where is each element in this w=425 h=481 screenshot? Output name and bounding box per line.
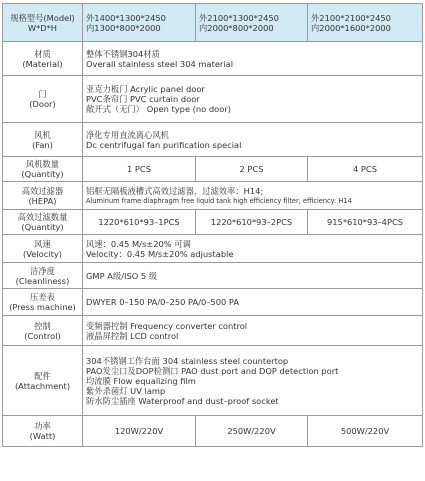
fan-qty-3: 4 PCS	[308, 157, 423, 182]
hepa-qty-row	[3, 210, 423, 235]
watt-label-cn: 功率	[34, 421, 51, 431]
model-2-inner: 内2000*800*2000	[199, 22, 274, 33]
control-label-en: (Control)	[24, 330, 61, 341]
press-label-cn: 压差表	[30, 292, 55, 302]
material-label-cell	[3, 42, 83, 76]
door-label-en: (Door)	[29, 99, 56, 109]
model-1-inner: 内1300*800*2000	[86, 22, 161, 33]
model-label: 规格型号(Model)	[10, 12, 75, 23]
model-col-2	[196, 4, 308, 42]
fan-qty-2: 2 PCS	[196, 157, 308, 182]
cleanliness-label-cell	[3, 263, 83, 289]
attachment-row	[3, 346, 423, 416]
control-option-frequency: 变频器控制 Frequency converter control	[86, 320, 248, 331]
cleanliness-label-cn: 洁净度	[30, 265, 55, 276]
hepa-qty-label-cell	[3, 210, 83, 235]
fan-label-cn: 风机	[34, 129, 51, 140]
fan-value-cn: 净化专用直流离心风机	[86, 129, 169, 140]
hepa-label-cell	[3, 182, 83, 210]
fan-label-en: (Fan)	[32, 139, 53, 150]
velocity-row	[3, 235, 423, 263]
cleanliness-row	[3, 263, 423, 289]
watt-2: 250W/220V	[196, 416, 308, 447]
model-3-inner: 内2000*1600*2000	[311, 22, 391, 33]
hepa-qty-label-en: (Quantity)	[21, 222, 64, 232]
press-label-en: (Press machine)	[9, 302, 76, 312]
header-row	[3, 4, 423, 42]
control-label-cn: 控制	[34, 320, 51, 331]
press-label-cell	[3, 289, 83, 316]
fan-qty-1: 1 PCS	[83, 157, 196, 182]
model-col-3	[308, 4, 423, 42]
model-dim-label: W*D*H	[27, 22, 58, 33]
model-2-outer: 外2100*1300*2450	[199, 12, 279, 23]
fan-label-cell	[3, 123, 83, 157]
attachment-pao-dop: PAO发尘口及DOP检测口 PAO dust port and DOP detection port	[86, 365, 339, 376]
material-label-cn: 材质	[34, 48, 51, 59]
material-row	[3, 42, 423, 76]
hepa-qty-2: 1220*610*93–2PCS	[196, 210, 308, 235]
hepa-label-en: (HEPA)	[28, 195, 57, 206]
door-option-open: 敞开式（无门） Open type (no door)	[86, 104, 231, 114]
velocity-label-cn: 风速	[34, 238, 51, 249]
door-label-cn: 门	[38, 89, 47, 99]
door-value-cell	[83, 76, 423, 123]
attachment-label-en: (Attachment)	[14, 380, 71, 391]
hepa-qty-1: 1220*610*93–1PCS	[83, 210, 196, 235]
spec-table	[2, 3, 423, 447]
fan-value-en: Dc centrifugal fan purification special	[86, 139, 242, 150]
attachment-countertop: 304不锈钢工作台面 304 stainless steel countertop	[86, 355, 289, 366]
hepa-value-cn: 铝框无隔板液槽式高效过滤器，过滤效率：H14;	[86, 185, 264, 196]
cleanliness-label-en: (Cleanliness)	[15, 275, 70, 286]
door-option-pvc: PVC条帘门 PVC curtain door	[86, 94, 200, 104]
velocity-label-cell	[3, 235, 83, 263]
material-value-en: Overall stainless steel 304 material	[86, 58, 234, 69]
attachment-film: 均流膜 Flow equalizing film	[86, 375, 196, 386]
material-value-cn: 整体不锈钢304材质	[86, 48, 160, 59]
hepa-qty-3: 915*610*93–4PCS	[308, 210, 423, 235]
fan-qty-row	[3, 157, 423, 182]
velocity-value-cn: 风速：0.45 M/s±20% 可调	[86, 238, 191, 249]
control-value-cell	[83, 316, 423, 346]
hepa-value-en: Aluminum frame diaphragm free liquid tank high efficiency filter, efficiency: H14	[86, 196, 352, 205]
hepa-label-cn: 高效过滤器	[21, 185, 64, 196]
model-label-cell	[3, 4, 83, 42]
hepa-row	[3, 182, 423, 210]
model-3-outer: 外2100*2100*2450	[311, 12, 391, 23]
attachment-uv-lamp: 紫外杀菌灯 UV lamp	[86, 385, 166, 396]
fan-qty-label-cell	[3, 157, 83, 182]
velocity-label-en: (Velocity)	[22, 248, 63, 259]
press-row	[3, 289, 423, 316]
watt-label-cell	[3, 416, 83, 447]
watt-1: 120W/220V	[83, 416, 196, 447]
material-label-en: (Material)	[22, 58, 63, 69]
hepa-qty-label-cn: 高效过滤数量	[17, 212, 68, 222]
model-col-1	[83, 4, 196, 42]
velocity-value-cell	[83, 235, 423, 263]
cleanliness-value: GMP A级/ISO 5 级	[83, 263, 423, 289]
watt-label-en: (Watt)	[29, 431, 56, 441]
material-value-cell	[83, 42, 423, 76]
velocity-value-en: Velocity：0.45 M/s±20% adjustable	[86, 248, 234, 259]
attachment-socket: 防水防尘插座 Waterproof and dust–proof socket	[86, 395, 279, 406]
watt-row	[3, 416, 423, 447]
fan-qty-label-en: (Quantity)	[21, 169, 64, 179]
control-option-lcd: 液晶屏控制 LCD control	[86, 330, 179, 341]
control-label-cell	[3, 316, 83, 346]
attachment-label-cn: 配件	[34, 370, 51, 381]
model-1-outer: 外1400*1300*2450	[86, 12, 166, 23]
control-row	[3, 316, 423, 346]
watt-3: 500W/220V	[308, 416, 423, 447]
attachment-label-cell	[3, 346, 83, 416]
fan-value-cell	[83, 123, 423, 157]
fan-qty-label-cn: 风机数量	[25, 159, 60, 169]
attachment-value-cell	[83, 346, 423, 416]
door-label-cell	[3, 76, 83, 123]
fan-row	[3, 123, 423, 157]
door-option-acrylic: 亚克力板门 Acrylic panel door	[86, 84, 205, 94]
door-row	[3, 76, 423, 123]
hepa-value-cell	[83, 182, 423, 210]
press-value: DWYER 0–150 PA/0–250 PA/0–500 PA	[83, 289, 423, 316]
